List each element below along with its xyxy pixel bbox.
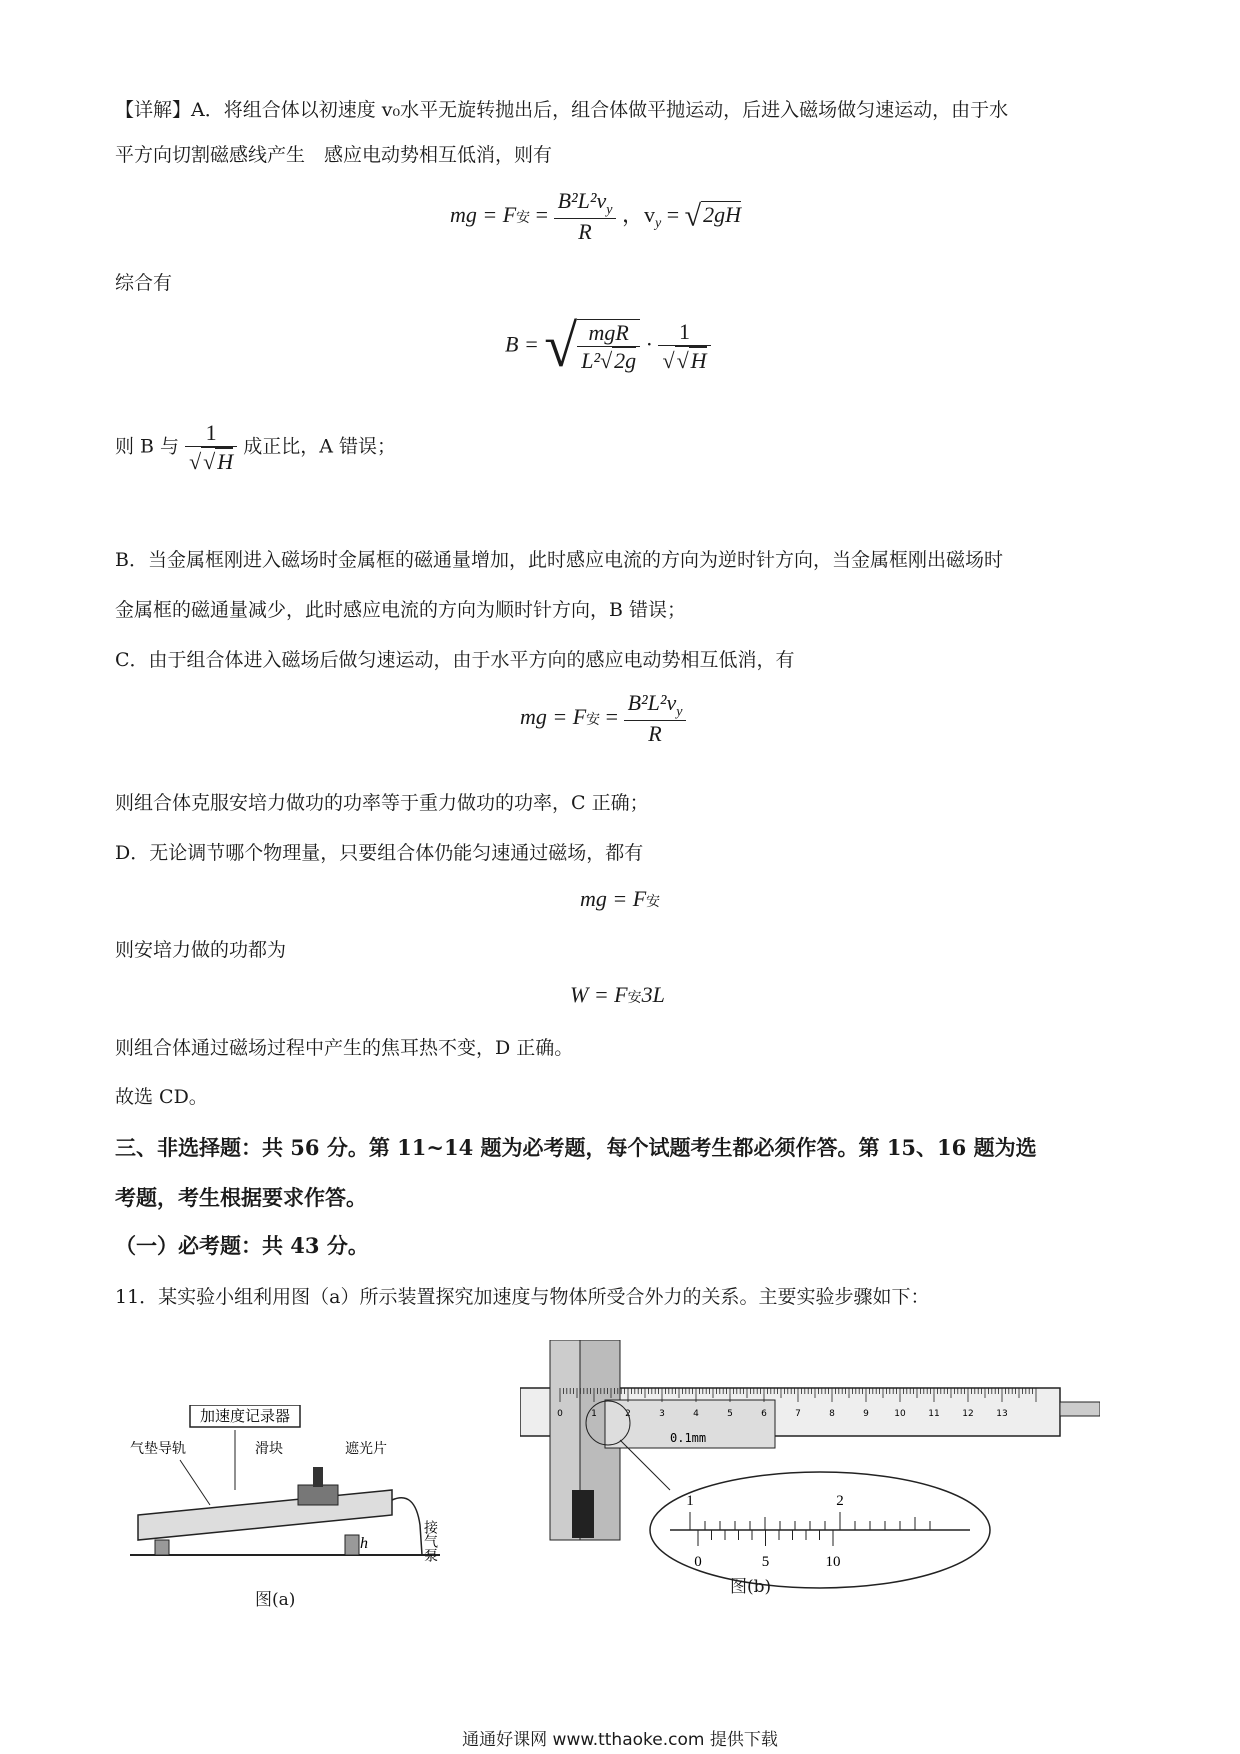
figure-a-caption: 图(a) — [255, 1590, 296, 1610]
para-a-line2: 平方向切割磁感线产生 感应电动势相互低消，则有 — [115, 144, 553, 166]
para-b-line2: 金属框的磁通量减少，此时感应电流的方向为顺时针方向，B 错误； — [115, 599, 687, 621]
vernier-caliper-diagram — [520, 1340, 1100, 1605]
para-b-line1: B．当金属框刚进入磁场时金属框的磁通量增加，此时感应电流的方向为逆时针方向，当金属框刚出磁场时 — [115, 549, 1003, 571]
shade-label: 遮光片 — [345, 1441, 387, 1457]
equation-5: W = F安3L — [570, 982, 665, 1007]
rail-label: 气垫导轨 — [130, 1441, 186, 1457]
main-scale-tick-label: 0 — [557, 1409, 563, 1419]
para-d3: 则组合体通过磁场过程中产生的焦耳热不变，D 正确。 — [115, 1037, 574, 1059]
zoom-vernier-label: 10 — [825, 1554, 841, 1570]
figure-b — [520, 1340, 1100, 1605]
main-scale-tick-label: 7 — [795, 1409, 801, 1419]
h-label: h — [360, 1535, 368, 1552]
figure-b-caption: 图(b) — [730, 1577, 772, 1597]
para-d: D．无论调节哪个物理量，只要组合体仍能匀速通过磁场，都有 — [115, 842, 644, 864]
para-d2: 则安培力做的功都为 — [115, 939, 287, 961]
main-scale-tick-label: 10 — [894, 1409, 906, 1419]
slider-block — [298, 1485, 338, 1505]
slider-label: 滑块 — [255, 1441, 283, 1457]
air-rail — [138, 1490, 392, 1540]
zoom-vernier-label: 5 — [761, 1554, 770, 1570]
answer-line: 故选 CD。 — [115, 1086, 208, 1108]
shade-piece — [313, 1467, 323, 1487]
main-scale-tick-label: 4 — [693, 1409, 699, 1419]
para-c: C．由于组合体进入磁场后做匀速运动，由于水平方向的感应电动势相互低消，有 — [115, 649, 795, 671]
section-heading-line2: 考题，考生根据要求作答。 — [115, 1185, 367, 1210]
proportional-line: 则 B 与 $\frac{1}{√√H}$ 成正比，A 错误； — [115, 420, 396, 474]
main-scale-tick-label: 9 — [863, 1409, 869, 1419]
main-scale-tick-label: 12 — [962, 1409, 974, 1419]
para-a-line1: 【详解】A．将组合体以初速度 v₀水平无旋转抛出后，组合体做平抛运动，后进入磁场做匀速运动，由于水 — [115, 99, 1009, 121]
equation-3: mg = F安 = $\frac{B^2L^2v_y}{R}$ — [520, 690, 686, 747]
equation-1: mg = F安 = $\frac{B^2L^2v_y}{R}$ ，$v_y = √2gH$ — [450, 188, 741, 245]
question-11: 11．某实验小组利用图（a）所示装置探究加速度与物体所受合外力的关系。主要实验步骤如下： — [115, 1286, 930, 1308]
figure-a — [130, 1405, 460, 1610]
main-scale-tick-label: 8 — [829, 1409, 835, 1419]
main-scale-tick-label: 3 — [659, 1409, 665, 1419]
zoom-vernier-label: 0 — [694, 1554, 702, 1570]
main-scale-tick-label: 1 — [591, 1409, 597, 1419]
main-scale-tick-label: 11 — [928, 1409, 940, 1419]
vernier-label: 0.1mm — [670, 1431, 707, 1445]
pump-label: 接气泵 — [422, 1520, 438, 1562]
equation-2: B = √ $\frac{\text{mgR}}{\text{L²√2g}}$ · $\frac{1}{√√H}$ — [505, 312, 711, 381]
para-c2: 则组合体克服安培力做功的功率等于重力做功的功率，C 正确； — [115, 792, 649, 814]
footer-text: 通通好课网 www.tthaoke.com 提供下载 — [462, 1730, 778, 1750]
main-scale-tick-label: 6 — [761, 1409, 767, 1419]
zoom-main-label: 1 — [686, 1493, 694, 1509]
main-scale-tick-label: 13 — [996, 1409, 1008, 1419]
zoom-main-label: 2 — [836, 1493, 844, 1509]
sub-heading: （一）必考题：共 43 分。 — [115, 1233, 369, 1258]
section-heading-line1: 三、非选择题：共 56 分。第 11~14 题为必考题，每个试题考生都必须作答。第 15、16 题为选 — [115, 1135, 1037, 1160]
main-scale-tick-label: 5 — [727, 1409, 733, 1419]
equation-4: mg = F安 — [580, 886, 661, 911]
air-track-diagram — [130, 1405, 460, 1585]
combined-label: 综合有 — [115, 272, 173, 294]
recorder-label: 加速度记录器 — [199, 1407, 291, 1425]
main-scale-tick-label: 2 — [625, 1409, 631, 1419]
